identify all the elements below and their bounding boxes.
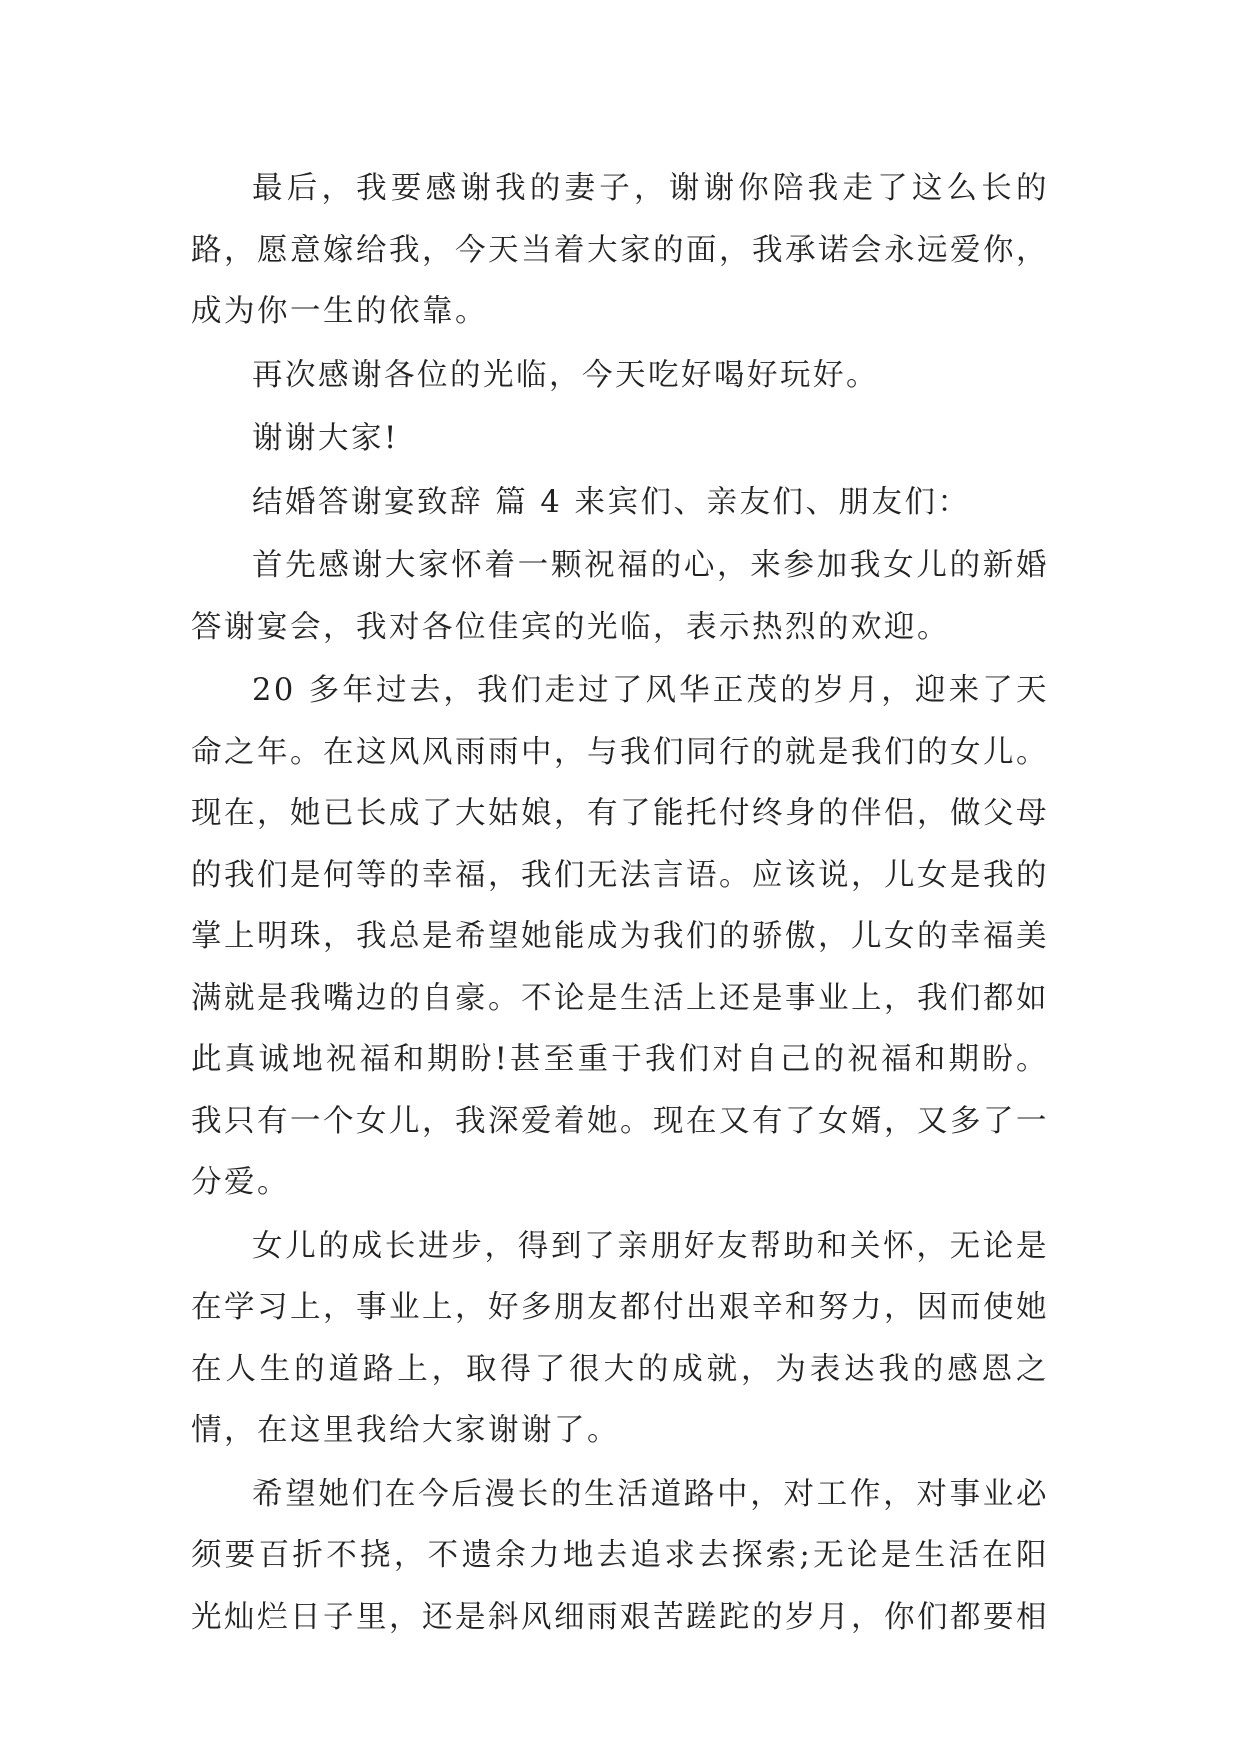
- paragraph-thank-you: 谢谢大家!: [252, 421, 399, 456]
- paragraph-thanks-wife: 最后，我要感谢我的妻子，谢谢你陪我走了这么长的路，愿意嫁给我，今天当着大家的面，我承诺会永远爱你，成为你一生的依靠。: [191, 171, 1049, 329]
- paragraph-gratitude: 女儿的成长进步，得到了亲朋好友帮助和关怀，无论是在学习上，事业上，好多朋友都付出艰辛和努力，因而使她在人生的道路上，取得了很大的成就，为表达我的感恩之情，在这里我给大家谢谢了。: [191, 1228, 1049, 1448]
- document-body: [191, 158, 1049, 1648]
- paragraph-welcome: 首先感谢大家怀着一颗祝福的心，来参加我女儿的新婚答谢宴会，我对各位佳宾的光临，表示热烈的欢迎。: [191, 548, 1049, 645]
- paragraph-wishes: 希望她们在今后漫长的生活道路中，对工作，对事业必须要百折不挠，不遗余力地去追求去探索;无论是生活在阳光灿烂日子里，还是斜风细雨艰苦蹉跎的岁月，你们都要相: [191, 1476, 1049, 1635]
- paragraph-thanks-guests: 再次感谢各位的光临，今天吃好喝好玩好。: [252, 357, 879, 393]
- paragraph-section-heading: 结婚答谢宴致辞 篇 4 来宾们、亲友们、朋友们：: [252, 484, 971, 520]
- paragraph-daughter: 20 多年过去，我们走过了风华正茂的岁月，迎来了天命之年。在这风风雨雨中，与我们同行的就是我们的女儿。现在，她已长成了大姑娘，有了能托付终身的伴侣，做父母的我们是何等的幸福，我们无法言语。应该说，儿女是我的掌上明珠，我总是希望她能成为我们的骄傲，儿女的幸福美满就是我嘴边的自豪。不论是生活上还是事业上，我们都如此真诚地祝福和期盼!甚至重于我们对自己的祝福和期盼。我只有一个女儿，我深爱着她。现在又有了女婿，又多了一分爱。: [191, 673, 1049, 1200]
